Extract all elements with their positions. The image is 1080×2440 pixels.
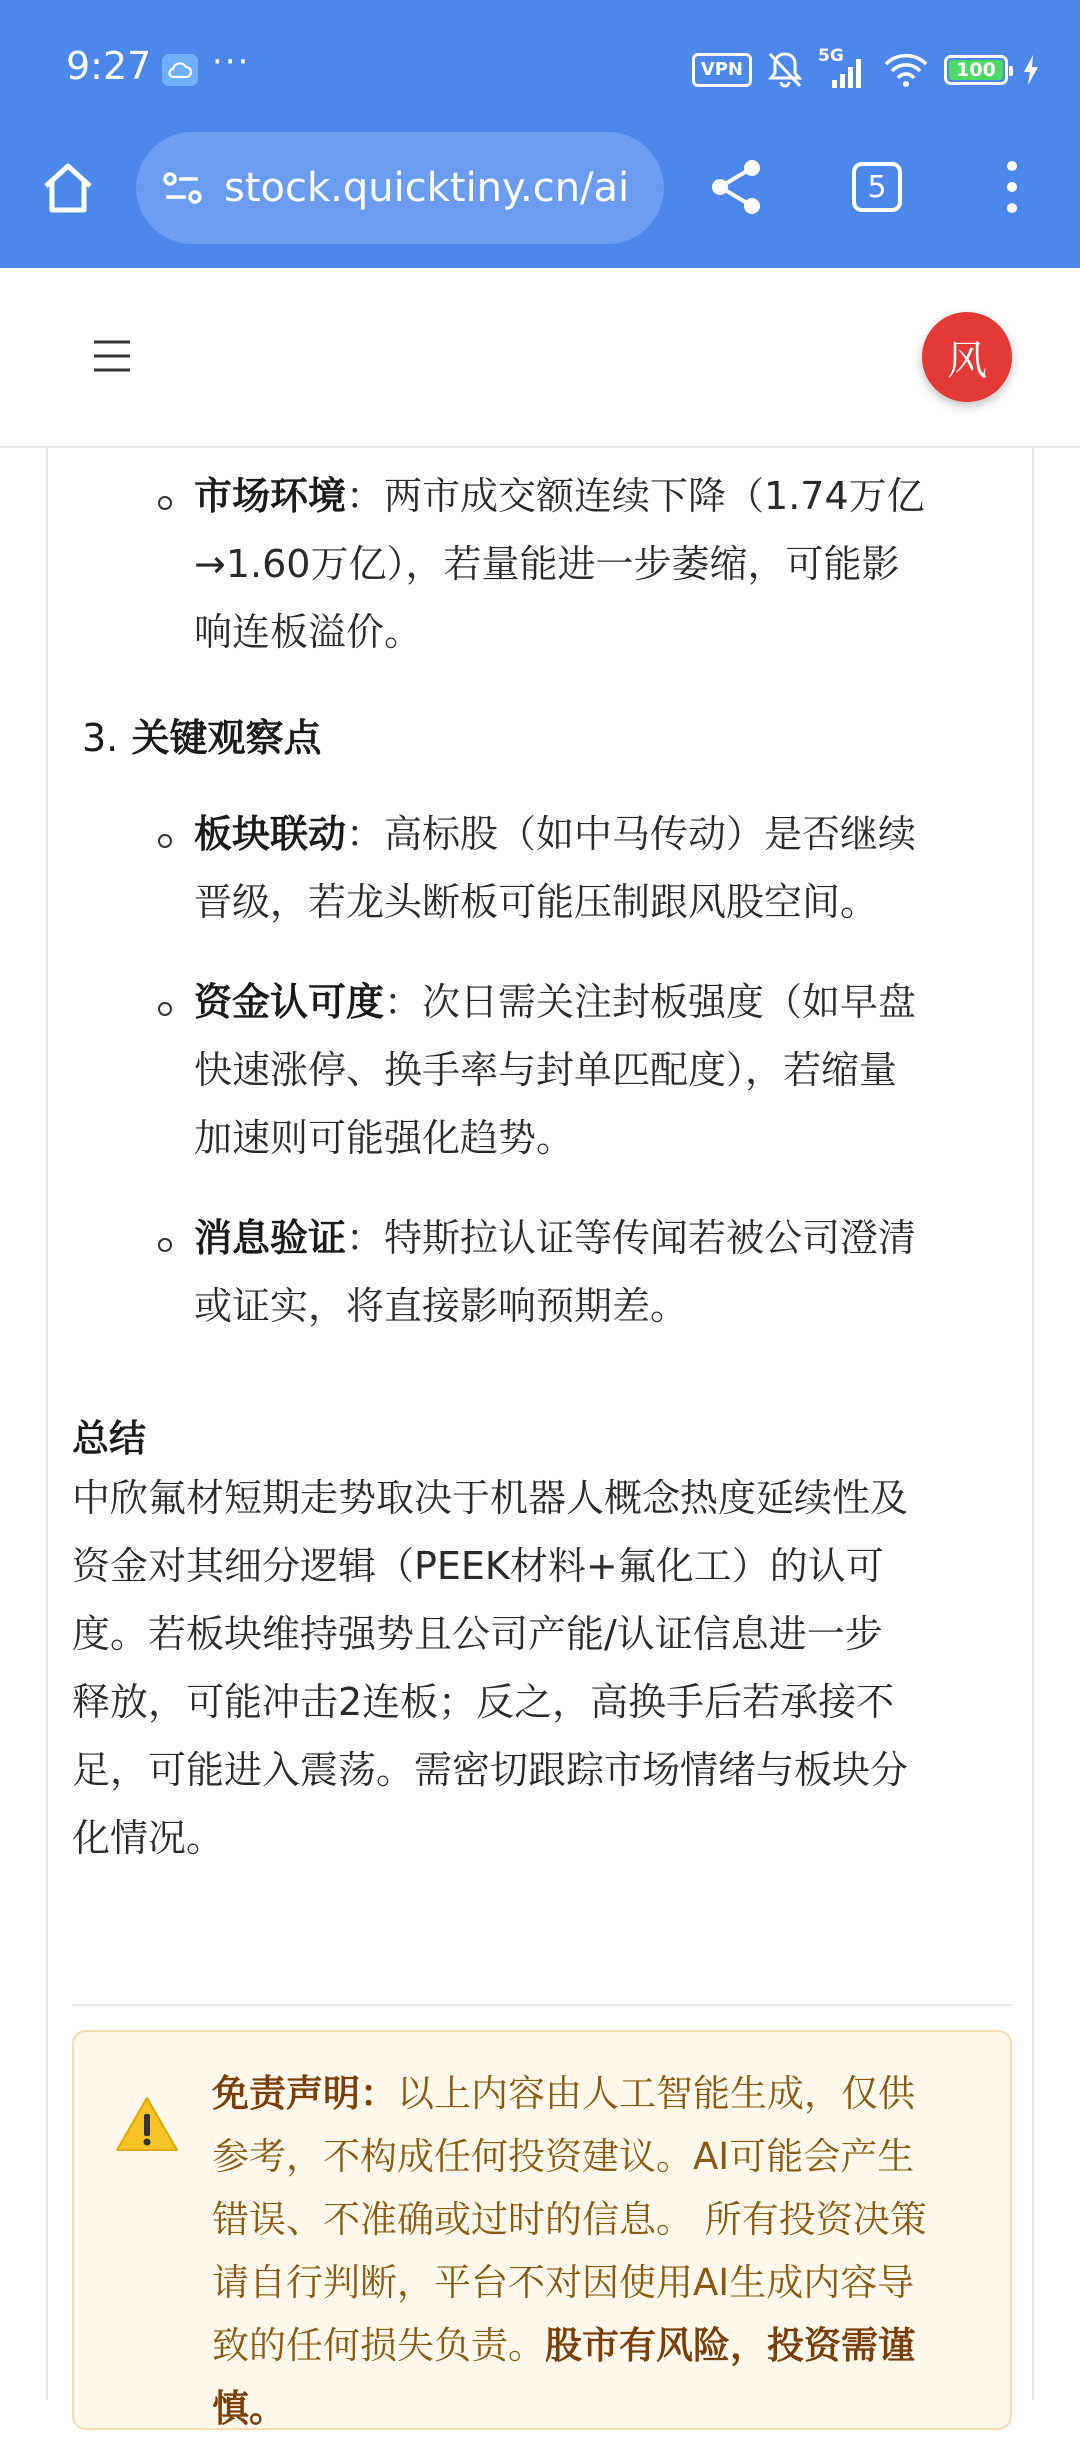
summary-line: 足，可能进入震荡。需密切跟踪市场情绪与板块分 (72, 1748, 909, 1792)
sector-line: 晋级，若龙头断板可能压制跟风股空间。 (194, 880, 879, 924)
list-item-market (194, 462, 1034, 666)
disclaimer-line: 错误、不准确或过时的信息。 所有投资决策 (212, 2198, 927, 2241)
browser-toolbar (0, 132, 1080, 268)
term-market: 市场环境 (194, 474, 347, 518)
funds-line: ：次日需关注封板强度（如早盘 (384, 980, 917, 1024)
more-notifications-icon: ··· (212, 42, 251, 82)
bullet-icon (158, 496, 172, 510)
funds-line: 快速涨停、换手率与封单匹配度），若缩量 (194, 1048, 898, 1092)
site-settings-icon[interactable] (158, 163, 208, 213)
funds-line: 加速则可能强化趋势。 (194, 1116, 575, 1160)
browser-menu-icon[interactable] (992, 156, 1032, 218)
list-item-sector (194, 800, 1034, 936)
list-item-funds (194, 968, 1034, 1172)
status-time: 9:27 (66, 44, 152, 88)
bullet-icon (158, 1238, 172, 1252)
market-line: →1.60万亿），若量能进一步萎缩，可能影 (194, 542, 900, 586)
divider (72, 2004, 1012, 2006)
charging-icon (1022, 54, 1040, 86)
section-title: 关键观察点 (131, 716, 322, 760)
disclaimer-line: 致的任何损失负责。 (212, 2324, 545, 2367)
disclaimer-text (212, 2062, 972, 2440)
battery-level: 100 (956, 59, 996, 81)
disclaimer-line: 以上内容由人工智能生成，仅供 (397, 2072, 915, 2115)
news-line: 或证实，将直接影响预期差。 (194, 1284, 689, 1328)
warning-icon (114, 2094, 180, 2154)
bullet-icon (158, 1002, 172, 1016)
share-icon[interactable] (706, 156, 768, 218)
risk-warning: 股市有风险，投资需谨 (545, 2324, 915, 2367)
hamburger-menu-icon[interactable] (92, 338, 132, 374)
address-bar[interactable] (136, 132, 664, 244)
disclaimer-box (72, 2030, 1012, 2430)
summary-paragraph (72, 1464, 1018, 1872)
vpn-icon: VPN (692, 53, 752, 87)
wifi-icon (882, 50, 930, 90)
bullet-icon (158, 834, 172, 848)
url-text[interactable]: stock.quicktiny.cn/ai (224, 165, 630, 211)
tab-switcher-button[interactable]: 5 (852, 162, 902, 212)
market-line: 响连板溢价。 (194, 610, 423, 654)
article-content (46, 448, 1034, 2430)
section-heading-3 (82, 704, 322, 772)
section-number: 3. (82, 716, 119, 760)
list-item-news (194, 1204, 1034, 1340)
home-button[interactable] (38, 158, 98, 218)
disclaimer-line: 参考，不构成任何投资建议。AI可能会产生 (212, 2135, 915, 2178)
summary-line: 中欣氟材短期走势取决于机器人概念热度延续性及 (72, 1476, 909, 1520)
network-type: 5G (818, 46, 844, 66)
cloud-icon (162, 54, 198, 86)
risk-warning-tail: 慎。 (212, 2387, 286, 2430)
market-line: ：两市成交额连续下降（1.74万亿 (346, 474, 925, 518)
term-funds: 资金认可度 (194, 980, 385, 1024)
mute-bell-icon (766, 50, 804, 90)
battery-icon (944, 55, 1008, 85)
status-bar (0, 0, 1080, 130)
disclaimer-line: 请自行判断，平台不对因使用AI生成内容导 (212, 2261, 915, 2304)
summary-heading: 总结 (72, 1417, 146, 1460)
disclaimer-title: 免责声明： (212, 2072, 397, 2115)
summary-line: 度。若板块维持强势且公司产能/认证信息进一步 (72, 1612, 883, 1656)
summary-line: 释放，可能冲击2连板；反之，高换手后若承接不 (72, 1680, 895, 1724)
signal-icon (818, 46, 868, 90)
term-sector: 板块联动 (194, 812, 347, 856)
sector-line: ：高标股（如中马传动）是否继续 (346, 812, 917, 856)
summary-line: 资金对其细分逻辑（PEEK材料+氟化工）的认可 (72, 1544, 884, 1588)
summary-line: 化情况。 (72, 1816, 225, 1860)
news-line: ：特斯拉认证等传闻若被公司澄清 (346, 1216, 917, 1260)
system-icons (692, 48, 1040, 92)
user-avatar[interactable]: 风 (922, 312, 1012, 402)
site-header (0, 268, 1080, 448)
browser-chrome (0, 0, 1080, 268)
term-news: 消息验证 (194, 1216, 347, 1260)
